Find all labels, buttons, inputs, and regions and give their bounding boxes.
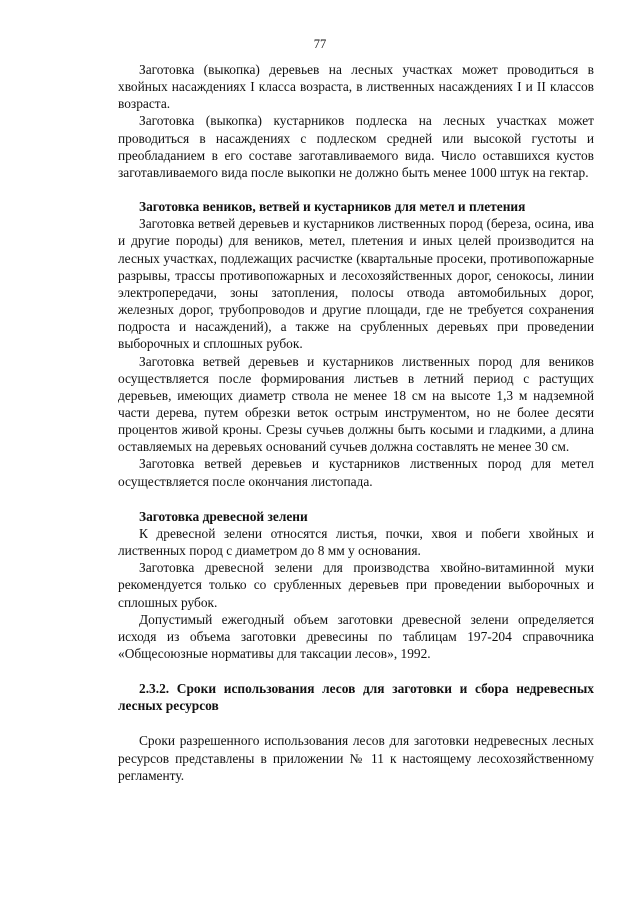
section-heading-brooms: Заготовка веников, ветвей и кустарников для метел и плетения [139, 199, 526, 215]
paragraph: Заготовка ветвей деревьев и кустарников лиственных пород (береза, осина, ива и другие породы) для веников, метел, плетения и иных целей производится на лесных участках, подлежащих расчистке (квартальные просеки, противопожарные разрывы, трассы противопожарных и лесохозяйственных дорог, сенокосы, линии электропередачи, зоны затопления, полосы отвода автомобильных дорог, железных дорог, трубопроводов и другие площади, где не требуется сохранения подроста и насаждений), а также на срубленных деревьях при проведении выборочных и сплошных рубок. [118, 216, 594, 352]
section-heading-greens: Заготовка древесной зелени [139, 508, 308, 524]
paragraph: Заготовка (выкопка) деревьев на лесных участках может проводиться в хвойных насаждениях I класса возраста, в лиственных насаждениях I и II классов возраста. [118, 62, 594, 112]
paragraph: К древесной зелени относятся листья, почки, хвоя и побеги хвойных и лиственных пород с диаметром до 8 мм у основания. [118, 525, 594, 559]
spacer [118, 490, 594, 508]
paragraph: Заготовка (выкопка) кустарников подлеска на лесных участках может проводиться в насаждениях с подлеском средней или высокой густоты и преобладанием в его составе заготавливаемого вида. Число оставшихся кустов заготавливаемого вида после выкопки не должно быть менее 1000 штук на гектар. [118, 113, 594, 180]
paragraph: Заготовка ветвей деревьев и кустарников лиственных пород для метел осуществляется после окончания листопада. [118, 456, 594, 489]
spacer [118, 181, 594, 198]
spacer [118, 714, 594, 732]
paragraph: Заготовка древесной зелени для производства хвойно-витаминной муки рекомендуется только со срубленных деревьев при проведении выборочных и сплошных рубок. [118, 560, 594, 610]
section-heading-terms: 2.3.2. Сроки использования лесов для заготовки и сбора недревесных лесных ресурсов [118, 681, 594, 714]
paragraph: Допустимый ежегодный объем заготовки древесной зелени определяется исходя из объема заготовки древесины по таблицам 197-204 справочника «Общесоюзные нормативы для таксации лесов», 1992. [118, 611, 594, 661]
paragraph: Сроки разрешенного использования лесов для заготовки недревесных лесных ресурсов представлены в приложении № 11 к настоящему лесохозяйственному регламенту. [118, 733, 594, 783]
page-content [118, 61, 594, 784]
paragraph: Заготовка ветвей деревьев и кустарников лиственных пород для веников осуществляется после формирования листьев в летний период с растущих деревьев, имеющих диаметр ствола не менее 18 см на высоте 1,3 м надземной части дерева, путем обрезки веток острым инструментом, но не более десяти процентов живой кроны. Срезы сучьев должны быть косыми и гладкими, а длина оставляемых на деревьях оснований сучьев должна составлять не менее 30 см. [118, 353, 594, 455]
page-number: 77 [313, 37, 327, 51]
spacer [118, 662, 594, 680]
